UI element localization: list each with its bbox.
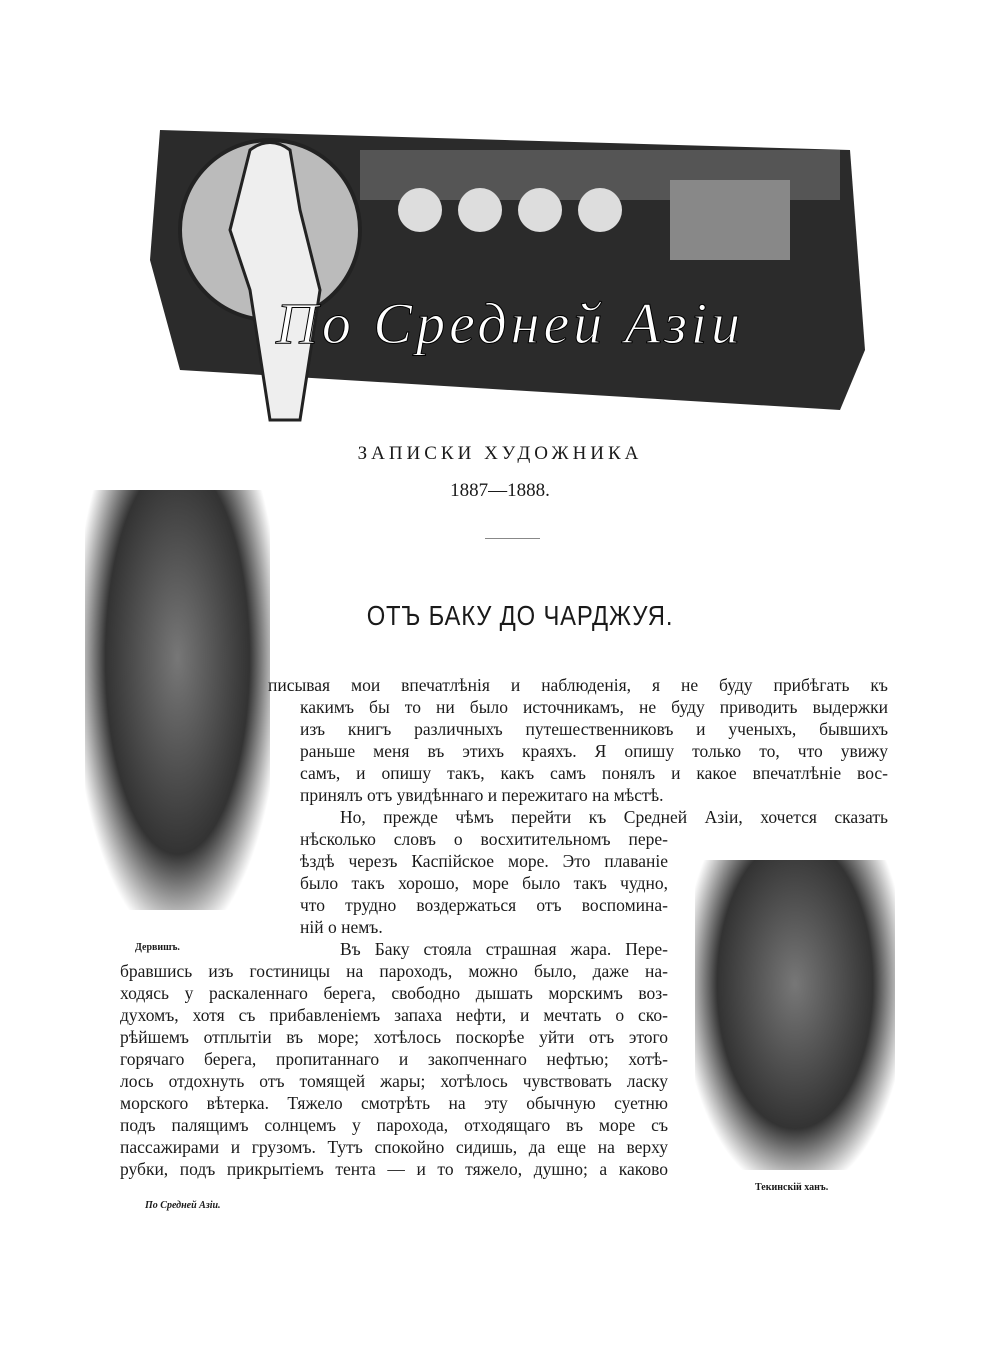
dervish-caption: Дервишъ. (135, 942, 180, 953)
divider (485, 538, 540, 539)
text-line: что трудно воздержаться отъ воспомина- (300, 895, 668, 915)
text-line: рубки, подъ прикрытіемъ тента — и то тяжело, душно; а каково (120, 1159, 668, 1179)
text-line: самъ, и опишу такъ, какъ самъ понялъ и какое впечатлѣніе вос- (300, 763, 888, 783)
text-line: было такъ хорошо, море было такъ чудно, (300, 873, 668, 893)
text-line: раньше меня въ этихъ краяхъ. Я опишу только то, что увижу (300, 741, 888, 761)
text-line: подъ палящимъ солнцемъ у парохода, отходящаго въ море съ (120, 1115, 668, 1135)
text-line: духомъ, хотя съ прибавленіемъ запаха нефти, и мечтать о ско- (120, 1005, 668, 1025)
text-line: нѣсколько словъ о восхитительномъ пере- (300, 829, 668, 849)
khan-caption: Текинскій ханъ. (755, 1182, 829, 1193)
years: 1887—1888. (450, 480, 550, 501)
khan-illustration (695, 860, 895, 1170)
text-line: писывая мои впечатлѣнія и наблюденія, я не буду прибѣгать къ (268, 675, 888, 695)
text-line: какимъ бы то ни было источникамъ, не буду приводить выдержки (300, 697, 888, 717)
text-line: пассажирами и грузомъ. Тутъ спокойно сидишь, да еще на верху (120, 1137, 668, 1157)
title-banner-illustration (150, 110, 870, 440)
text-line: ній о немъ. (300, 917, 383, 937)
text-line: Въ Баку стояла страшная жара. Пере- (340, 939, 668, 959)
text-line: горячаго берега, пропитаннаго и закопченнаго нефтью; хотѣ- (120, 1049, 668, 1069)
banner-title: По Средней Азіи (276, 291, 744, 356)
text-line: ходясь у раскаленнаго берега, свободно дышать морскимъ воз- (120, 983, 668, 1003)
text-line: изъ книгъ различныхъ путешественниковъ и ученыхъ, бывшихъ (300, 719, 888, 739)
text-line: бравшись изъ гостиницы на пароходъ, можно было, даже на- (120, 961, 668, 981)
footer-caption: По Средней Азіи. (145, 1200, 221, 1211)
dervish-illustration (85, 490, 270, 910)
text-line: ѣздѣ черезъ Каспійское море. Это плаваніе (300, 851, 668, 871)
text-line: Но, прежде чѣмъ перейти къ Средней Азіи, хочется сказать (340, 807, 888, 827)
chapter-title: ОТЪ БАКУ ДО ЧАРДЖУЯ. (366, 600, 674, 631)
text-line: лось отдохнуть отъ томящей жары; хотѣлось чувствовать ласку (120, 1071, 668, 1091)
text-line: рѣйшемъ отплытіи въ море; хотѣлось поскорѣе уйти отъ этого (120, 1027, 668, 1047)
text-line: принялъ отъ увидѣннаго и пережитаго на мѣстѣ. (300, 785, 664, 805)
text-line: морского вѣтерка. Тяжело смотрѣть на эту обычную суетню (120, 1093, 668, 1113)
subtitle: ЗАПИСКИ ХУДОЖНИКА (357, 443, 643, 464)
